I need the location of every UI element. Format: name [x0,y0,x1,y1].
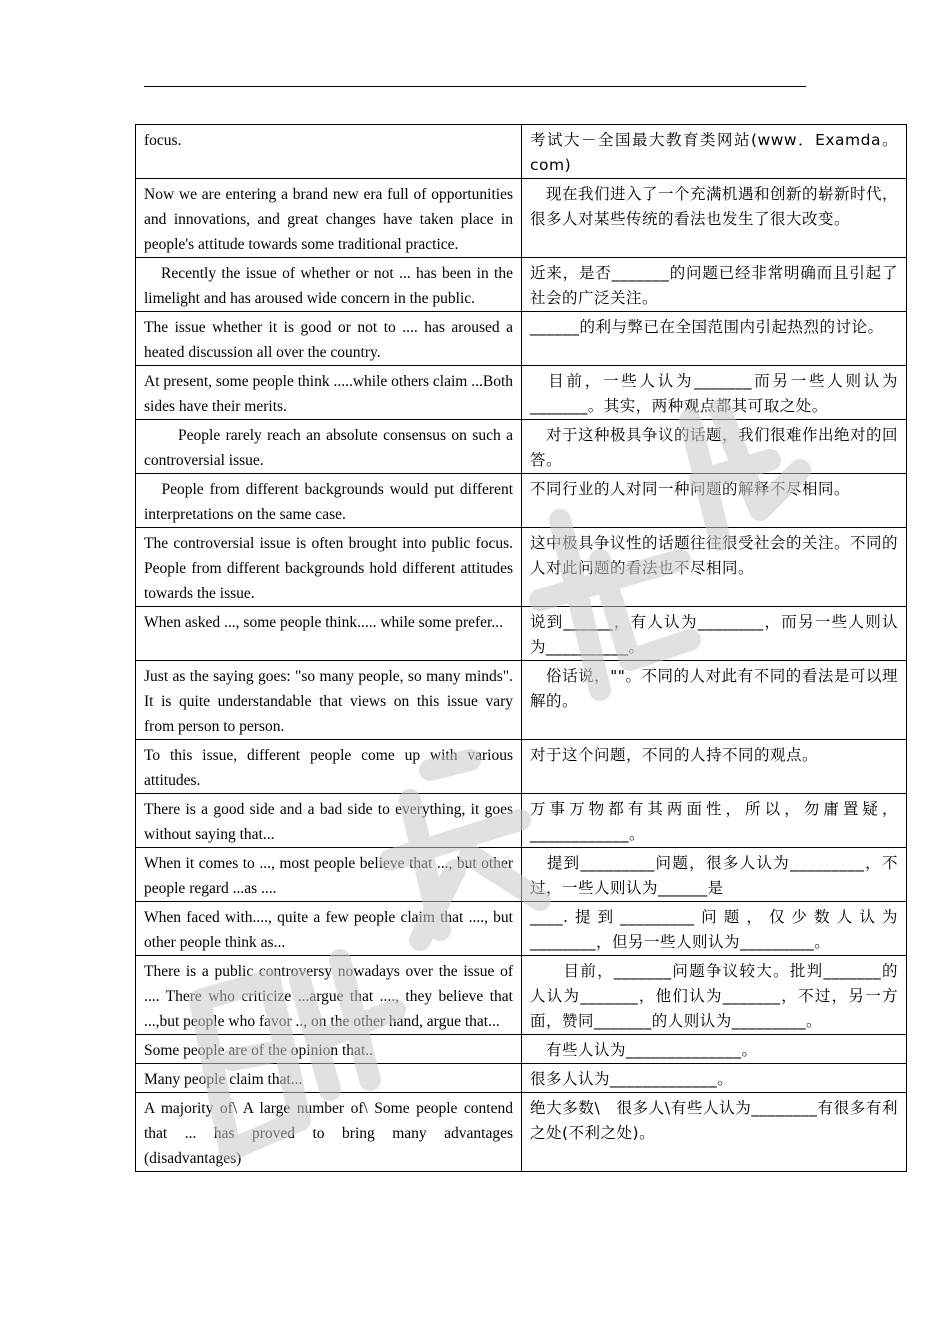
chinese-translation: 这中极具争议性的话题往往很受社会的关注。不同的人对此问题的看法也不尽相同。 [522,528,907,607]
english-phrase: Recently the issue of whether or not ... has been in the limelight and has aroused wide concern in the public. [136,258,522,312]
table-row [136,312,907,366]
chinese-translation: 对于这个问题，不同的人持不同的观点。 [522,740,907,794]
english-phrase: focus. [136,125,522,179]
table-row [136,474,907,528]
english-phrase: Many people claim that... [136,1064,522,1093]
english-phrase: Now we are entering a brand new era full of opportunities and innovations, and great changes have taken place in people's attitude towards some traditional practice. [136,179,522,258]
chinese-translation: 现在我们进入了一个充满机遇和创新的崭新时代，很多人对某些传统的看法也发生了很大改变。 [522,179,907,258]
english-phrase: There is a good side and a bad side to everything, it goes without saying that... [136,794,522,848]
chinese-translation: 不同行业的人对同一种问题的解释不尽相同。 [522,474,907,528]
chinese-translation: 提到_________问题，很多人认为_________，不过，一些人则认为______是 [522,848,907,902]
chinese-translation: 对于这种极具争议的话题，我们很难作出绝对的回答。 [522,420,907,474]
english-phrase: To this issue, different people come up with various attitudes. [136,740,522,794]
table-row [136,1093,907,1172]
table-row [136,848,907,902]
english-phrase: People from different backgrounds would put different interpretations on the same case. [136,474,522,528]
english-phrase: At present, some people think .....while others claim ...Both sides have their merits. [136,366,522,420]
chinese-translation: 有些人认为______________。 [522,1035,907,1064]
phrase-table-body [136,125,907,1172]
chinese-translation: ______的利与弊已在全国范围内引起热烈的讨论。 [522,312,907,366]
english-phrase: People rarely reach an absolute consensus on such a controversial issue. [136,420,522,474]
table-row [136,528,907,607]
english-phrase: The issue whether it is good or not to .... has aroused a heated discussion all over the country. [136,312,522,366]
chinese-translation: 考试大－全国最大教育类网站(www．Examda。com) [522,125,907,179]
table-row [136,956,907,1035]
table-row [136,366,907,420]
table-row [136,740,907,794]
chinese-translation: 绝大多数\ 很多人\有些人认为________有很多有利之处(不利之处)。 [522,1093,907,1172]
table-row [136,258,907,312]
header-rule [144,86,806,87]
chinese-translation: 说到______，有人认为________，而另一些人则认为__________。 [522,607,907,661]
english-phrase: The controversial issue is often brought into public focus. People from different backgrounds hold different attitudes towards the issue. [136,528,522,607]
english-phrase: Just as the saying goes: "so many people, so many minds". It is quite understandable that views on this issue vary from person to person. [136,661,522,740]
table-row [136,1035,907,1064]
table-row [136,179,907,258]
phrase-table [135,124,907,1172]
english-phrase: There is a public controversy nowadays over the issue of .... There who criticize ...argue that ...., they believe that ...,but people who favor .., on the other hand, argue that... [136,956,522,1035]
table-row [136,794,907,848]
english-phrase: When it comes to ..., most people believe that ..., but other people regard ...as .... [136,848,522,902]
table-row [136,420,907,474]
chinese-translation: 目前，一些人认为_______而另一些人则认为_______。其实，两种观点都其可取之处。 [522,366,907,420]
english-phrase: When faced with...., quite a few people claim that ...., but other people think as... [136,902,522,956]
chinese-translation: ____.提到_________问题，仅少数人认为________，但另一些人则认为_________。 [522,902,907,956]
english-phrase: A majority of\ A large number of\ Some people contend that ... has proved to bring many advantages (disadvantages) [136,1093,522,1172]
chinese-translation: 俗话说，""。不同的人对此有不同的看法是可以理解的。 [522,661,907,740]
chinese-translation: 近来，是否_______的问题已经非常明确而且引起了社会的广泛关注。 [522,258,907,312]
table-row [136,125,907,179]
english-phrase: When asked ..., some people think..... while some prefer... [136,607,522,661]
table-row [136,1064,907,1093]
table-row [136,661,907,740]
english-phrase: Some people are of the opinion that.. [136,1035,522,1064]
chinese-translation: 很多人认为_____________。 [522,1064,907,1093]
chinese-translation: 万事万物都有其两面性，所以，勿庸置疑，____________。 [522,794,907,848]
table-row [136,607,907,661]
table-row [136,902,907,956]
chinese-translation: 目前，_______问题争议较大。批判_______的人认为_______，他们认为_______，不过，另一方面，赞同_______的人则认为_________。 [522,956,907,1035]
